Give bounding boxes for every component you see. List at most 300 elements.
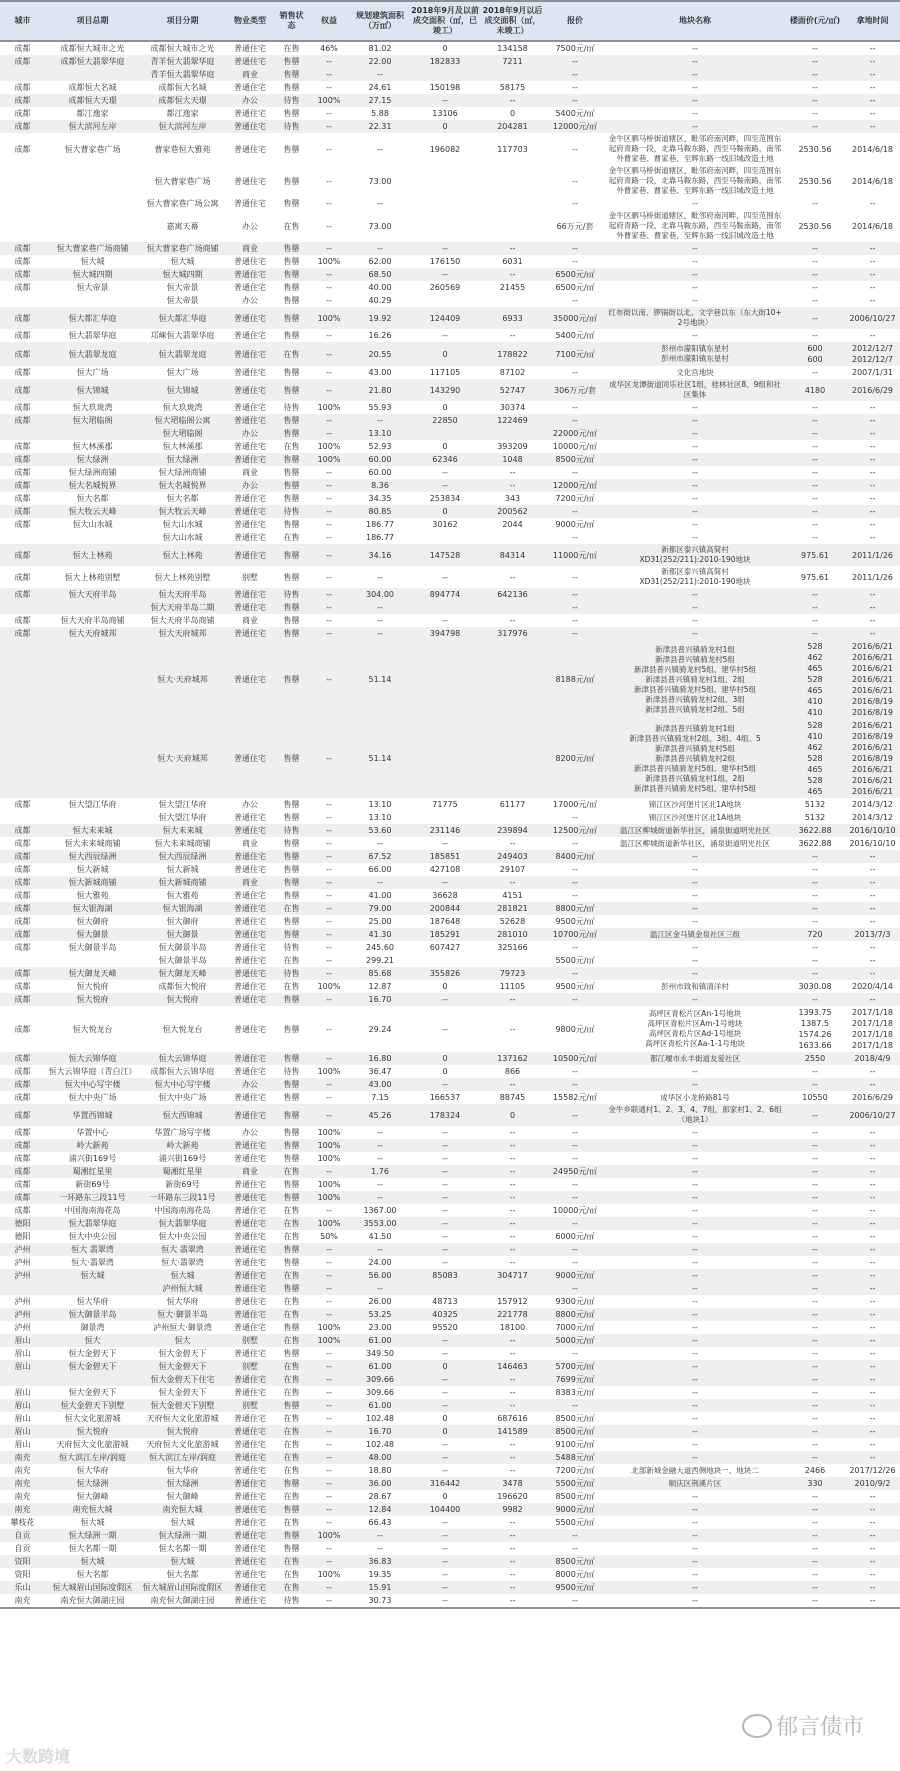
table-cell: 687616 — [497, 1414, 528, 1423]
table-cell: -- — [812, 403, 818, 412]
table-cell: 商业 — [242, 468, 258, 477]
table-cell: 恒大帝景 — [166, 283, 199, 292]
table-cell: 普通住宅 — [234, 865, 266, 874]
table-cell: 71775 — [432, 800, 458, 809]
table-cell — [0, 719, 45, 798]
table-cell: -- — [812, 616, 818, 625]
table-cell: -- — [480, 1594, 545, 1608]
table-cell: 成都 — [0, 307, 45, 329]
table-cell: 5700元/㎡ — [545, 1360, 605, 1373]
table-cell: 售罄 — [283, 1128, 300, 1137]
table-cell: 9500元/㎡ — [555, 982, 595, 991]
table-cell: 待售 — [275, 120, 308, 133]
table-cell: -- — [845, 68, 900, 81]
table-cell: -- — [545, 55, 605, 68]
table-cell: -- — [326, 83, 332, 92]
table-cell: -- — [692, 1066, 698, 1076]
table-cell: -- — [480, 1373, 545, 1386]
table-cell: 2011/1/26 — [851, 572, 894, 582]
table-cell: 6000元/㎡ — [555, 1232, 595, 1241]
table-cell: 普通住宅 — [234, 1349, 266, 1358]
table-cell: -- — [812, 1544, 818, 1553]
table-cell: 恒大中心写字楼 — [45, 1078, 140, 1091]
table-cell: 27.15 — [350, 94, 410, 107]
table-cell: 56.00 — [350, 1269, 410, 1282]
table-cell: -- — [442, 1388, 448, 1397]
table-cell: 43.00 — [368, 368, 392, 377]
table-cell: -- — [785, 967, 845, 980]
table-cell: -- — [785, 242, 845, 255]
table-cell: 普通住宅 — [225, 268, 275, 281]
table-cell: 恒大天府城邦 — [45, 627, 140, 640]
table-cell: 2014/6/18 — [851, 176, 894, 186]
table-cell: 恒大未来城 — [45, 824, 140, 837]
table-cell: 在售 — [283, 1232, 300, 1241]
table-cell: -- — [480, 94, 545, 107]
table-row — [0, 640, 900, 719]
table-cell: 176150 — [429, 257, 461, 266]
table-cell: 2007/1/31 — [851, 368, 894, 377]
table-cell: -- — [605, 1503, 785, 1516]
table-cell: 成都 — [14, 839, 31, 848]
table-row — [0, 1065, 900, 1078]
table-cell: 18100 — [499, 1323, 526, 1332]
table-cell: -- — [869, 1518, 876, 1527]
table-cell: -- — [845, 414, 900, 427]
table-cell: 恒大·翡翠湾 — [161, 1258, 204, 1267]
table-cell: -- — [605, 1308, 785, 1321]
table-cell: 眉山 — [0, 1334, 45, 1347]
table-cell: 普通住宅 — [225, 588, 275, 601]
table-cell: 316442 — [410, 1477, 480, 1490]
table-cell: 5500元/㎡ — [545, 1477, 605, 1490]
table-header — [0, 1, 900, 41]
table-cell: 在售 — [275, 1217, 308, 1230]
table-cell: -- — [308, 627, 350, 640]
table-cell: 彭州市致和镇清洋村 — [661, 981, 729, 991]
table-cell: 办公 — [225, 479, 275, 492]
table-cell: 在售 — [283, 1440, 300, 1449]
table-cell: 30162 — [432, 520, 458, 529]
table-row — [0, 94, 900, 107]
table-cell: 成都 — [0, 928, 45, 941]
table-cell: 2016/10/10 — [845, 824, 900, 837]
table-cell: -- — [785, 993, 845, 1006]
table-cell: 眉山 — [0, 1360, 45, 1373]
table-cell: 68.50 — [350, 268, 410, 281]
table-cell: 281010 — [480, 928, 545, 941]
table-cell: -- — [812, 865, 818, 874]
table-cell: 新都区泰兴镇高简村 XD31(252/211):2010-190地块 — [639, 567, 751, 586]
table-cell: 泸州 — [14, 1323, 31, 1332]
table-cell: -- — [692, 402, 698, 412]
table-cell: 自贡 — [14, 1544, 31, 1553]
table-cell: 恒大华府 — [166, 1297, 199, 1306]
table-cell: 在售 — [283, 1206, 300, 1215]
table-cell: 9000元/㎡ — [545, 1269, 605, 1282]
table-cell: 325166 — [497, 943, 528, 952]
table-cell: 普通住宅 — [225, 1308, 275, 1321]
table-row — [0, 1052, 900, 1065]
table-cell: 售罄 — [283, 865, 300, 874]
table-cell: 2017/1/18 2017/1/18 2017/1/18 2017/1/18 — [851, 1008, 894, 1050]
table-cell: 196082 — [429, 144, 461, 154]
table-cell: 恒大天府半岛二期 — [140, 601, 225, 614]
table-cell: 427108 — [429, 865, 461, 874]
table-cell: 成都 — [0, 627, 45, 640]
table-cell: 25.00 — [368, 917, 392, 926]
table-cell: 2018/4/9 — [845, 1052, 900, 1065]
column-header: 销售状态 — [275, 1, 308, 41]
table-cell: -- — [845, 1191, 900, 1204]
table-cell: -- — [442, 1570, 448, 1579]
table-cell: 成都 — [0, 94, 45, 107]
table-cell: -- — [509, 1570, 516, 1579]
table-cell: 成都恒大名城 — [68, 83, 117, 92]
table-cell: -- — [410, 1529, 480, 1542]
table-cell: -- — [377, 572, 383, 582]
table-cell: 100% — [317, 1154, 341, 1163]
column-header: 地块名称 — [605, 1, 785, 41]
table-cell: -- — [326, 813, 332, 822]
table-cell: 恒大未来城 — [140, 824, 225, 837]
table-cell: -- — [785, 902, 845, 915]
table-row — [0, 41, 900, 55]
table-cell: 147528 — [410, 544, 480, 566]
table-cell: 待售 — [283, 1067, 300, 1076]
table-row — [0, 210, 900, 242]
table-cell: -- — [605, 1078, 785, 1091]
table-cell — [0, 531, 45, 544]
table-cell — [0, 294, 45, 307]
table-cell: 金牛乡联通村1、2、3、4、7组，郎家村1、2、6组（地块1） — [605, 1104, 785, 1126]
table-cell: 普通住宅 — [225, 1555, 275, 1568]
table-cell: -- — [410, 1399, 480, 1412]
table-cell: 100% — [317, 982, 341, 991]
header-row — [0, 1, 900, 41]
table-cell: 恒大曹家巷广场 — [64, 144, 121, 154]
column-header: 物业类型 — [225, 1, 275, 41]
table-cell: 146463 — [480, 1360, 545, 1373]
table-cell — [480, 719, 545, 798]
table-cell: 恒大中央公园 — [68, 1232, 117, 1241]
table-cell: -- — [410, 1373, 480, 1386]
table-row — [0, 401, 900, 414]
table-cell: 普通住宅 — [234, 943, 266, 952]
table-cell: -- — [326, 144, 332, 154]
table-cell: -- — [692, 1296, 698, 1306]
table-cell: 售罄 — [275, 1191, 308, 1204]
table-cell: 34.16 — [350, 544, 410, 566]
table-cell: -- — [326, 1024, 332, 1034]
table-cell — [410, 427, 480, 440]
table-cell: -- — [845, 993, 900, 1006]
table-cell: 彭州市濛阳镇东星村 彭州市濛阳镇东星村 — [605, 342, 785, 366]
table-cell: -- — [812, 494, 818, 503]
table-cell: -- — [605, 1217, 785, 1230]
table-cell: -- — [377, 144, 383, 154]
table-cell: 245.60 — [366, 943, 394, 952]
column-header: 项目分期 — [140, 1, 225, 41]
table-cell: 恒大城眉山国际度假区 — [140, 1581, 225, 1594]
table-cell: -- — [785, 1191, 845, 1204]
table-cell: 恒大金碧天下住宅 — [140, 1373, 225, 1386]
table-cell: -- — [869, 917, 876, 926]
table-cell: -- — [605, 1594, 785, 1608]
table-cell — [410, 640, 480, 719]
table-cell: 成都恒大名城 — [158, 83, 207, 92]
table-cell: -- — [308, 1360, 350, 1373]
table-cell: -- — [692, 43, 698, 53]
table-cell: 眉山 — [14, 1414, 31, 1423]
table-cell: -- — [692, 955, 698, 965]
table-cell: 0 — [442, 44, 448, 53]
table-cell: 售罄 — [275, 544, 308, 566]
table-cell: -- — [572, 1349, 578, 1358]
table-cell: 恒大望江华府 — [68, 800, 117, 809]
table-cell: 249403 — [480, 850, 545, 863]
table-cell: 61.00 — [350, 1360, 410, 1373]
table-cell: -- — [812, 83, 818, 92]
table-cell: 恒大未来城商铺 — [64, 839, 121, 848]
table-cell: 天府恒大文化旅游城 — [146, 1440, 219, 1449]
table-cell: -- — [812, 1258, 818, 1267]
table-cell: -- — [692, 1543, 698, 1553]
table-cell: 143290 — [410, 379, 480, 401]
table-cell: -- — [692, 1348, 698, 1358]
table-cell: 85.68 — [350, 967, 410, 980]
table-cell: -- — [692, 942, 698, 952]
table-cell: -- — [785, 1334, 845, 1347]
table-cell: 58175 — [499, 83, 526, 92]
table-cell: -- — [845, 242, 900, 255]
table-cell: -- — [605, 993, 785, 1006]
table-row — [0, 120, 900, 133]
table-cell: -- — [377, 1128, 383, 1137]
table-row — [0, 242, 900, 255]
table-cell: 10500元/㎡ — [545, 1052, 605, 1065]
table-cell: 21.80 — [350, 379, 410, 401]
table-cell: 24.00 — [368, 1258, 392, 1267]
table-cell: -- — [845, 601, 900, 614]
table-cell: 在售 — [275, 1581, 308, 1594]
table-cell: 普通住宅 — [225, 1477, 275, 1490]
table-cell: -- — [692, 1127, 698, 1137]
table-cell: 87102 — [499, 368, 526, 377]
table-cell: -- — [869, 1180, 876, 1189]
table-cell: 恒大御景半岛 — [45, 1308, 140, 1321]
table-row — [0, 967, 900, 980]
table-cell — [0, 1282, 45, 1295]
table-cell: 华置广场写字楼 — [154, 1128, 211, 1137]
table-cell: -- — [785, 268, 845, 281]
table-cell: -- — [869, 616, 876, 625]
table-cell: 售罄 — [275, 379, 308, 401]
table-cell: 304.00 — [350, 588, 410, 601]
table-row — [0, 453, 900, 466]
table-cell: 南充恒大御湖庄园 — [140, 1594, 225, 1608]
table-cell: 100% — [317, 1067, 341, 1076]
table-cell: 普通住宅 — [225, 1503, 275, 1516]
table-cell: -- — [326, 943, 332, 952]
table-cell: 成都 — [14, 891, 31, 900]
table-cell — [410, 601, 480, 614]
table-cell: -- — [308, 588, 350, 601]
table-cell: 3622.88 — [798, 839, 832, 848]
table-cell: -- — [308, 640, 350, 719]
table-cell: -- — [410, 242, 480, 255]
table-cell: 售罄 — [283, 331, 300, 340]
table-cell: -- — [692, 1179, 698, 1189]
table-cell: -- — [812, 296, 818, 305]
table-row — [0, 1347, 900, 1360]
table-cell: 5132 — [804, 800, 826, 809]
watermark-text: 郁言债市 — [775, 1715, 864, 1740]
table-cell: -- — [785, 850, 845, 863]
table-cell: -- — [845, 94, 900, 107]
table-row — [0, 954, 900, 967]
table-cell: 售罄 — [283, 296, 300, 305]
table-cell — [0, 1373, 45, 1386]
table-cell: 恒大城 — [80, 1518, 105, 1527]
table-cell: -- — [785, 1399, 845, 1412]
table-cell: 100% — [308, 1139, 350, 1152]
table-cell: -- — [545, 505, 605, 518]
table-cell: 售罄 — [283, 176, 300, 186]
table-cell: 8500元/㎡ — [555, 1414, 595, 1423]
table-cell: -- — [605, 967, 785, 980]
table-cell: 231146 — [410, 824, 480, 837]
table-cell: 178324 — [410, 1104, 480, 1126]
table-cell: -- — [812, 199, 818, 208]
table-cell: -- — [308, 1425, 350, 1438]
table-cell: 普通住宅 — [234, 44, 266, 53]
table-cell — [45, 210, 140, 242]
table-cell: -- — [545, 414, 605, 427]
table-cell: -- — [509, 1466, 516, 1475]
table-cell: 8500元/㎡ — [545, 453, 605, 466]
table-row — [0, 627, 900, 640]
table-cell: 41.30 — [350, 928, 410, 941]
table-cell: 南充 — [0, 1503, 45, 1516]
table-cell: 恒大新城 — [166, 865, 199, 874]
table-cell: 恒大玖珑湾 — [72, 403, 113, 412]
table-cell: 普通住宅 — [225, 1529, 275, 1542]
table-cell: -- — [326, 839, 332, 848]
table-cell: 普通住宅 — [225, 1373, 275, 1386]
table-cell: 51.14 — [350, 719, 410, 798]
table-cell: -- — [410, 1594, 480, 1608]
table-cell: -- — [350, 1191, 410, 1204]
table-cell: 普通住宅 — [234, 982, 266, 991]
table-cell: 79723 — [480, 967, 545, 980]
table-cell: -- — [869, 1067, 876, 1076]
table-cell: 866 — [504, 1067, 521, 1076]
table-cell: -- — [692, 864, 698, 874]
table-cell: 成都 — [14, 83, 31, 92]
table-cell: 成都恒大翡翠华庭 — [45, 55, 140, 68]
table-cell: -- — [605, 55, 785, 68]
table-cell: 恒大曹家巷广场公寓 — [146, 199, 219, 208]
table-cell: 恒大林溪郡 — [72, 442, 113, 451]
table-cell: -- — [410, 993, 480, 1006]
table-cell: -- — [845, 850, 900, 863]
table-cell: 一环路东三段11号 — [45, 1191, 140, 1204]
table-cell: 21455 — [499, 283, 526, 292]
table-cell: 在售 — [275, 1373, 308, 1386]
table-cell: 恒大帝景 — [76, 283, 109, 292]
table-cell: 恒大城 — [140, 1269, 225, 1282]
table-cell: 嘉寓天幕 — [166, 221, 199, 231]
table-cell: 售罄 — [283, 891, 300, 900]
table-cell: -- — [326, 572, 332, 582]
table-cell: -- — [545, 1104, 605, 1126]
table-cell: 24.61 — [368, 83, 392, 92]
table-cell: -- — [785, 601, 845, 614]
table-cell: -- — [869, 1128, 876, 1137]
table-cell: 100% — [317, 1128, 341, 1137]
table-cell: -- — [812, 1206, 818, 1215]
table-cell: -- — [785, 1594, 845, 1608]
table-cell: -- — [572, 1258, 578, 1267]
table-cell: 260569 — [429, 283, 461, 292]
table-cell: 售罄 — [275, 453, 308, 466]
table-cell: 成都 — [0, 242, 45, 255]
table-cell: -- — [785, 1503, 845, 1516]
table-cell: -- — [869, 257, 876, 266]
table-cell: -- — [605, 505, 785, 518]
table-cell: -- — [785, 1308, 845, 1321]
table-cell: -- — [442, 1258, 448, 1267]
table-cell: 66.00 — [368, 865, 392, 874]
table-cell: -- — [509, 616, 516, 625]
table-cell: 商业 — [242, 616, 258, 625]
table-cell: 泸州恒大·御景湾 — [153, 1323, 212, 1332]
table-cell: 金牛区驷马桥街道辖区，毗邻府南河畔，四至范围东起府青路一段，北靠马鞍东路，西至马鞍南路，南邻外曹家巷、曹家巷、至辉东路一线旧城改造土地 — [608, 134, 782, 163]
table-cell: -- — [812, 331, 818, 340]
table-cell: 普通住宅 — [225, 902, 275, 915]
table-cell — [480, 954, 545, 967]
table-cell: 恒大 — [45, 1334, 140, 1347]
table-cell — [410, 531, 480, 544]
table-cell — [45, 68, 140, 81]
table-cell: -- — [812, 1128, 818, 1137]
table-cell: -- — [326, 1388, 332, 1397]
table-cell: 5500元/㎡ — [555, 956, 595, 965]
table-cell: 普通住宅 — [225, 307, 275, 329]
table-cell: 售罄 — [275, 719, 308, 798]
table-row — [0, 1334, 900, 1347]
table-cell: 恒大曹家巷广场商铺 — [140, 242, 225, 255]
table-cell: 资阳 — [14, 1570, 31, 1579]
table-row — [0, 1581, 900, 1594]
table-cell — [0, 601, 45, 614]
table-row — [0, 466, 900, 479]
table-cell: -- — [410, 1555, 480, 1568]
table-cell: -- — [326, 891, 332, 900]
table-cell: 8800元/㎡ — [545, 1308, 605, 1321]
table-cell: 186.77 — [366, 520, 394, 529]
table-cell: 88745 — [499, 1093, 526, 1102]
table-cell: -- — [572, 176, 578, 186]
table-cell: -- — [350, 627, 410, 640]
table-cell: -- — [785, 1104, 845, 1126]
table-cell: 66万元/套 — [556, 221, 594, 231]
table-cell: 成都 — [14, 865, 31, 874]
table-cell: -- — [785, 505, 845, 518]
table-cell: 5488元/㎡ — [545, 1451, 605, 1464]
table-cell: -- — [692, 330, 698, 340]
